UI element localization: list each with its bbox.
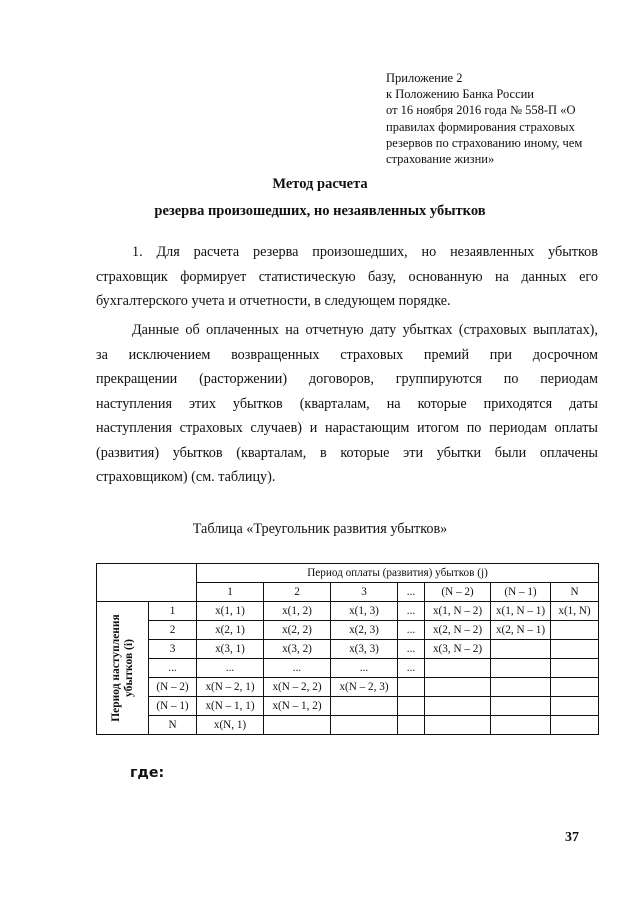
table-cell: x(2, N – 1): [491, 621, 551, 640]
page-number: 37: [565, 830, 579, 845]
table-cell: [491, 697, 551, 716]
annex-line: от 16 ноября 2016 года № 558-П «О: [386, 103, 576, 118]
row-label: (N – 2): [149, 678, 197, 697]
paragraph-line: бухгалтерского учета и отчетности, в следующем порядке.: [96, 293, 451, 309]
table-cell: [331, 716, 398, 735]
table-cell: x(3, 2): [264, 640, 331, 659]
table-cell: x(2, N – 2): [425, 621, 491, 640]
table-cell: x(N – 2, 3): [331, 678, 398, 697]
paragraph-line: Данные об оплаченных на отчетную дату убытках (страховых выплатах),: [132, 322, 598, 338]
table-cell: x(1, 3): [331, 602, 398, 621]
row-group-header: [97, 602, 149, 735]
table-cell: [551, 659, 599, 678]
table-cell: [398, 697, 425, 716]
table-cell: [551, 678, 599, 697]
table-cell: ...: [398, 621, 425, 640]
table-cell: [425, 659, 491, 678]
col-header: N: [551, 583, 599, 602]
table-cell: [551, 621, 599, 640]
corner-cell: [97, 564, 197, 602]
row-label: ...: [149, 659, 197, 678]
table-cell: [264, 716, 331, 735]
row-label: 1: [149, 602, 197, 621]
table-cell: [491, 678, 551, 697]
paragraph-1: [96, 240, 598, 314]
table-cell: x(N – 2, 2): [264, 678, 331, 697]
table-cell: [425, 716, 491, 735]
row-group-header-text: Период наступления убытков (i): [109, 614, 135, 722]
paragraph-line: страховщик формирует статистическую базу, основанную на данных его: [96, 268, 598, 285]
table-cell: [491, 659, 551, 678]
paragraph-line: (развития) убытков (кварталам, в которые эти убытки были оплачены: [96, 444, 598, 461]
table-cell: ...: [398, 659, 425, 678]
col-header: 3: [331, 583, 398, 602]
table-cell: [551, 640, 599, 659]
col-group-header: Период оплаты (развития) убытков (j): [197, 564, 599, 583]
loss-triangle-table: [96, 563, 599, 735]
table-cell: ...: [331, 659, 398, 678]
table-cell: x(N – 1, 1): [197, 697, 264, 716]
col-header: 2: [264, 583, 331, 602]
table-cell: ...: [264, 659, 331, 678]
table-cell: [551, 716, 599, 735]
table-cell: [398, 678, 425, 697]
table-cell: [398, 716, 425, 735]
annex-line: Приложение 2: [386, 71, 463, 85]
table-cell: x(2, 3): [331, 621, 398, 640]
table-cell: x(N – 1, 2): [264, 697, 331, 716]
table-cell: x(2, 1): [197, 621, 264, 640]
table-cell: x(1, 1): [197, 602, 264, 621]
paragraph-line: прекращении (расторжении) договоров, группируются по периодам: [96, 371, 598, 387]
paragraph-2: [96, 318, 598, 490]
table-cell: [491, 640, 551, 659]
col-header: 1: [197, 583, 264, 602]
annex-line: правилах формирования страховых: [386, 119, 575, 134]
table-cell: x(2, 2): [264, 621, 331, 640]
row-label: 2: [149, 621, 197, 640]
table-cell: x(1, N – 1): [491, 602, 551, 621]
annex-header: [386, 70, 598, 167]
table-cell: [425, 678, 491, 697]
table-cell: [425, 697, 491, 716]
table-cell: x(N – 2, 1): [197, 678, 264, 697]
paragraph-line: за исключением возвращенных страховых премий при досрочном: [96, 346, 598, 363]
table-cell: ...: [398, 602, 425, 621]
table-cell: x(3, N – 2): [425, 640, 491, 659]
table-cell: x(N, 1): [197, 716, 264, 735]
table-cell: x(1, 2): [264, 602, 331, 621]
col-header: ...: [398, 583, 425, 602]
table-cell: [551, 697, 599, 716]
paragraph-line: 1. Для расчета резерва произошедших, но незаявленных убытков: [132, 244, 598, 260]
row-label: N: [149, 716, 197, 735]
paragraph-line: наступления страховых случаев) и нарастающим итогом по периодам оплаты: [96, 420, 598, 436]
table-cell: ...: [197, 659, 264, 678]
where-label: где:: [130, 765, 165, 781]
paragraph-line: страховщиком) (см. таблицу).: [96, 469, 276, 485]
table-cell: x(3, 3): [331, 640, 398, 659]
paragraph-line: наступления этих убытков (кварталам, на которые приходятся даты: [96, 395, 598, 412]
table-cell: x(3, 1): [197, 640, 264, 659]
table-cell: ...: [398, 640, 425, 659]
table-cell: [491, 716, 551, 735]
col-header: (N – 2): [425, 583, 491, 602]
table-caption: Таблица «Треугольник развития убытков»: [192, 521, 448, 537]
table-cell: x(1, N – 2): [425, 602, 491, 621]
table-cell: x(1, N): [551, 602, 599, 621]
table-cell: [331, 697, 398, 716]
annex-line: к Положению Банка России: [386, 87, 534, 102]
row-label: 3: [149, 640, 197, 659]
annex-line: страхование жизни»: [386, 152, 495, 167]
page-title: Метод расчета: [272, 176, 368, 192]
col-header: (N – 1): [491, 583, 551, 602]
annex-line: резервов по страхованию иному, чем: [386, 135, 583, 150]
row-label: (N – 1): [149, 697, 197, 716]
page-subtitle: резерва произошедших, но незаявленных убытков: [154, 203, 486, 219]
